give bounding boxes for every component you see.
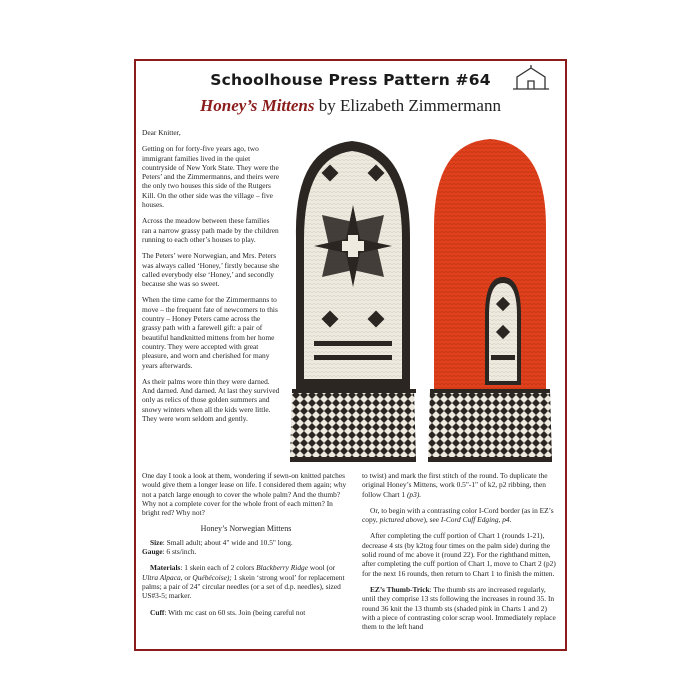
materials-alt: Ultra Alpaca [142,572,181,582]
materials-brand: Blackberry Ridge [256,563,309,573]
page-frame [134,59,567,651]
instruction-emphasis: pictured above [379,515,424,525]
right-mitten [428,139,552,462]
materials-text: , or [180,572,193,582]
left-mitten [290,141,416,462]
materials-text: 1 skein ‘strong wool’ for replacement palms; a pair of 24" circular needles (or a set of d.p. needles), sized US#3-5; marker. [142,572,345,601]
page-reference: (p3). [406,489,422,499]
materials-alt: Québécoise); [192,572,232,582]
intro-paragraph: Across the meadow between these families ran a narrow grassy path made by the children running to each other’s houses to play. [142,216,279,244]
intro-paragraph: Getting on for forty-five years ago, two immigrant families lived in the quiet countryside of New York State. They were the Peters’ and the Zimmermanns, and theirs were the only two houses this side of the Rutgers Kill. On the other side was the village – five houses. [142,144,280,210]
instruction-text: : The thumb sts are increased regularly, until they comprise 13 sts following the increases in round 35. In round 36 knit the 13 thumb sts (shaded pink in Charts 1 and 2) with a piece of contrasting color scrap wool. Immediately replace them to the left hand [362,584,556,632]
instruction-text: Or, to begin with a contrasting color I-Cord border (as in EZ’s copy, [362,505,554,525]
cuff-text: : With mc cast on 60 sts. Join (being careful not [164,607,306,617]
instruction-text: to twist) and mark the first stitch of the round. To duplicate the original Honey’s Mittens, work 0.5"-1" of k2, p2 ribbing, then follow Chart 1 [362,471,548,499]
intro-paragraph: The Peters’ were Norwegian, and Mrs. Peters was always called ‘Honey,’ firstly because she called everybody else ‘Honey,’ and secondly because she was so sweet. [142,251,280,289]
instruction-paragraph [362,506,561,525]
pattern-title [136,96,565,116]
thumb-trick-label: EZ’s Thumb-Trick [370,584,430,594]
instruction-paragraph [362,471,561,499]
gauge-text: : 6 sts/inch. [162,547,197,557]
gauge-label: Gauge [142,547,163,557]
materials-text: wool (or [308,563,336,573]
instruction-emphasis: I-Cord Cuff Edging, p4. [440,515,512,525]
cuff-line [142,608,350,617]
title-main: Honey’s Mittens [200,96,315,115]
size-line [142,538,350,557]
materials-line [142,563,350,600]
size-text: : Small adult; about 4" wide and 10.5" long. [162,537,293,547]
instruction-paragraph: After completing the cuff portion of Chart 1 (rounds 1-21), decrease 4 sts (by k2tog four times on the palm side) during the solid round of mc above it (round 22). For the righthand mitten, after completing the cuff portion of Chart 1, move to Chart 2 (p2) for the next 16 rounds, then return to Chart 1 to finish the mitten. [362,531,556,578]
title-author: by Elizabeth Zimmermann [314,96,501,115]
instructions-column [362,471,561,638]
instruction-text: ), see [423,515,441,525]
size-label: Size [150,537,163,547]
intro-paragraph: When the time came for the Zimmermanns to move – the frequent fate of newcomers to this country – Honey Peters came across the grassy path with a farewell gift: a pair of beautiful handknitted mittens from her home country. They were accepted with great pleasure, and worn and cherished for many years afterwards. [142,295,278,370]
schoolhouse-icon [511,65,551,91]
materials-text: : 1 skein each of 2 colors [180,563,257,573]
intro-paragraph: As their palms wore thin they were darned. And darned. And darned. At last they survived only as relics of those golden summers and snowy winters when all the kids were little. They were worn seldom and gently. [142,376,280,424]
materials-label: Materials [150,563,181,573]
cuff-label: Cuff [150,607,165,617]
mittens-photo [284,127,562,467]
pattern-heading: Honey’s Norwegian Mittens [200,524,292,534]
intro-paragraph: Dear Knitter, [142,128,181,137]
intro-paragraph: One day I took a look at them, wondering if sewn-on knitted patches would give them a longer lease on life. I considered them again; why not a patch large enough to cover the whole palm? And the thumb? Why not a complete cover for the whole front of each mitten? In bright red? Why not? [142,471,347,518]
intro-column [142,128,280,430]
brand-header: Schoolhouse Press Pattern #64 [210,71,491,89]
intro-conclusion [142,471,350,624]
instruction-paragraph [362,585,561,631]
